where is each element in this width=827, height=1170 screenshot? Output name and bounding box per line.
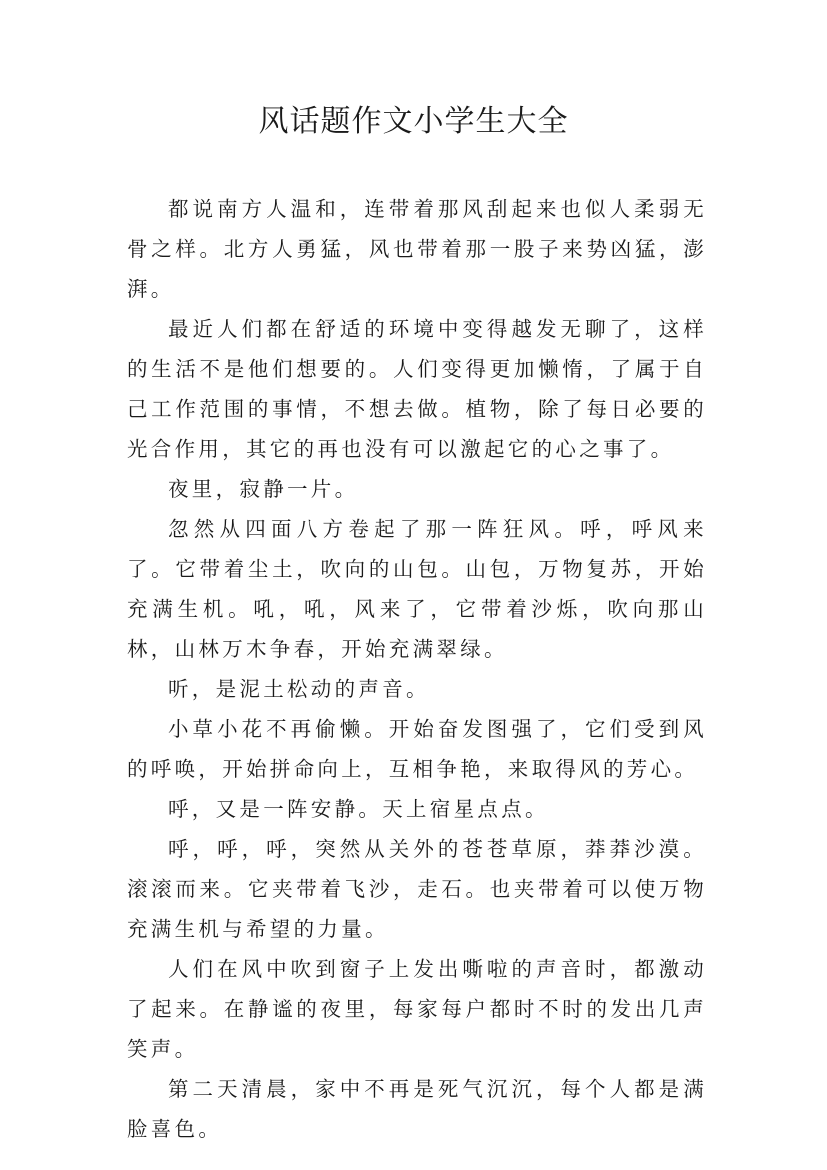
paragraph-7: 呼，又是一阵安静。天上宿星点点。	[168, 797, 549, 821]
paragraph-8: 呼，呼，呼，突然从关外的苍苍草原，莽莽沙漠。滚滚而来。它夹带着飞沙，走石。也夹带着可以使万物充满生机与希望的力量。	[127, 837, 707, 941]
document-title: 风话题作文小学生大全	[258, 104, 569, 139]
paragraph-2: 最近人们都在舒适的环境中变得越发无聊了，这样的生活不是他们想要的。人们变得更加懒惰，了属于自己工作范围的事情，不想去做。植物，除了每日必要的光合作用，其它的再也没有可以激起它的心之事了。	[127, 317, 707, 461]
paragraph-6: 小草小花不再偷懒。开始奋发图强了，它们受到风的呼唤，开始拼命向上，互相争艳，来取得风的芳心。	[127, 717, 707, 781]
paragraph-5: 听，是泥土松动的声音。	[168, 677, 430, 701]
paragraph-4: 忽然从四面八方卷起了那一阵狂风。呼，呼风来了。它带着尘土，吹向的山包。山包，万物复苏，开始充满生机。吼，吼，风来了，它带着沙烁，吹向那山林，山林万木争春，开始充满翠绿。	[127, 517, 707, 661]
paragraph-1: 都说南方人温和，连带着那风刮起来也似人柔弱无骨之样。北方人勇猛，风也带着那一股子来势凶猛，澎湃。	[127, 197, 707, 301]
paragraph-3: 夜里，寂静一片。	[168, 477, 359, 501]
document-body	[127, 189, 707, 1149]
paragraph-10: 第二天清晨，家中不再是死气沉沉，每个人都是满脸喜色。	[127, 1077, 707, 1141]
paragraph-9: 人们在风中吹到窗子上发出嘶啦的声音时，都激动了起来。在静谧的夜里，每家每户都时不时的发出几声笑声。	[127, 957, 707, 1061]
